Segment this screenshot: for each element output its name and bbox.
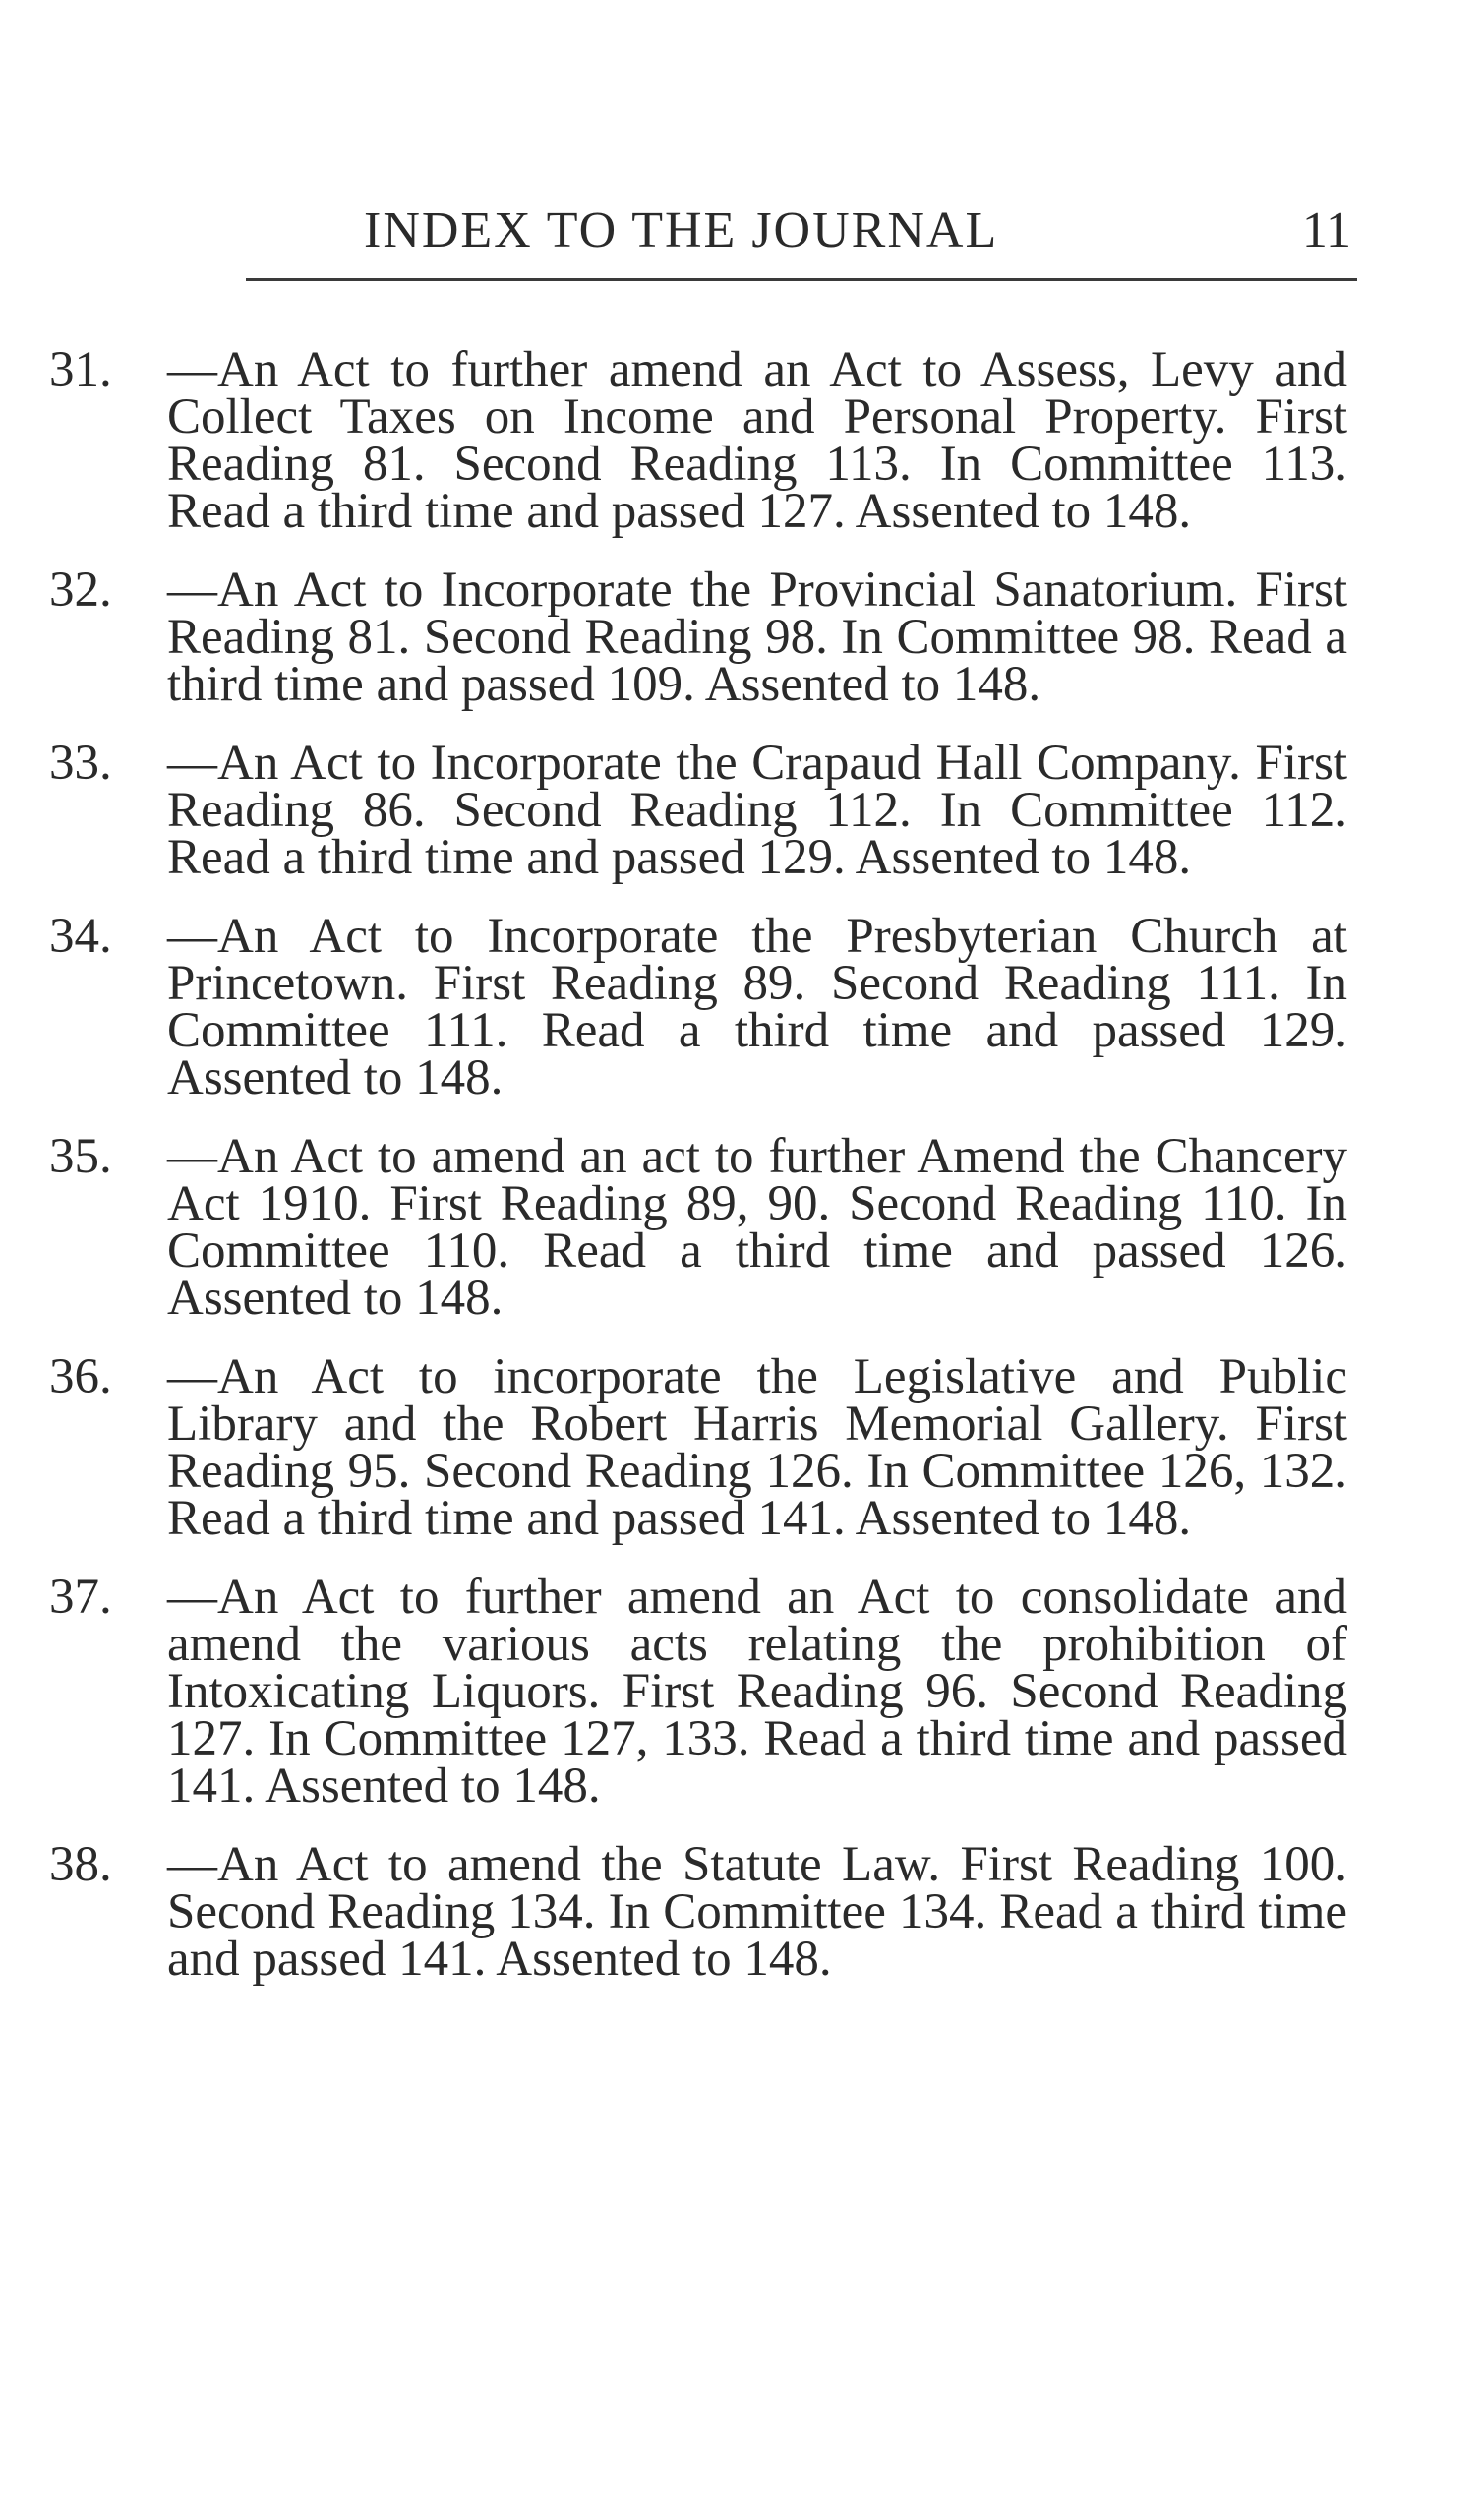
index-entry — [0, 1837, 1484, 1987]
entry-text: —An Act to amend the Statute Law. First Reading 100. Second Reading 134. In Committee 134. Read a third time and passed 141. Assented to 148. — [167, 1837, 1347, 1987]
entry-text: —An Act to Incorporate the Crapaud Hall Company. First Reading 86. Second Reading 112. In Committee 112. Read a third time and passed 129. Assented to 148. — [167, 736, 1347, 885]
entry-number: 33. — [49, 736, 112, 791]
entry-text: —An Act to amend an act to further Amend the Chancery Act 1910. First Reading 89, 90. Second Reading 110. In Committee 110. Read a third time and passed 126. Assented to 148. — [167, 1129, 1347, 1326]
entry-number: 31. — [49, 342, 112, 397]
entry-text: —An Act to Incorporate the Provincial Sanatorium. First Reading 81. Second Reading 98. In Committee 98. Read a third time and passed 109. Assented to 148. — [167, 563, 1347, 712]
index-entries — [0, 342, 1484, 2014]
entry-text: —An Act to further amend an Act to Assess, Levy and Collect Taxes on Income and Personal Property. First Reading 81. Second Reading 113. In Committee 113. Read a third time and passed 127. Assented to 148. — [167, 342, 1347, 539]
entry-text: —An Act to Incorporate the Presbyterian Church at Princetown. First Reading 89. Second Reading 111. In Committee 111. Read a third time and passed 129. Assented to 148. — [167, 909, 1347, 1105]
index-entry — [0, 1570, 1484, 1814]
running-title: INDEX TO THE JOURNAL — [364, 203, 999, 259]
index-entry — [0, 342, 1484, 539]
entry-number: 38. — [49, 1837, 112, 1892]
index-entry — [0, 1129, 1484, 1326]
page-number: 11 — [1301, 203, 1351, 259]
index-entry — [0, 1349, 1484, 1546]
entry-number: 37. — [49, 1570, 112, 1625]
entry-text: —An Act to incorporate the Legislative and Public Library and the Robert Harris Memorial Gallery. First Reading 95. Second Reading 126. In Committee 126, 132. Read a third time and passed 141. Assented to 148. — [167, 1349, 1347, 1546]
index-entry — [0, 563, 1484, 712]
index-entry — [0, 909, 1484, 1105]
entry-number: 36. — [49, 1349, 112, 1404]
running-head — [246, 197, 1357, 266]
index-entry — [0, 736, 1484, 885]
entry-number: 32. — [49, 563, 112, 618]
entry-number: 34. — [49, 909, 112, 964]
entry-text: —An Act to further amend an Act to consolidate and amend the various acts relating the prohibition of Intoxicating Liquors. First Reading 96. Second Reading 127. In Committee 127, 133. Read a third time and passed 141. Assented to 148. — [167, 1570, 1347, 1814]
header-rule — [246, 278, 1357, 281]
entry-number: 35. — [49, 1129, 112, 1184]
